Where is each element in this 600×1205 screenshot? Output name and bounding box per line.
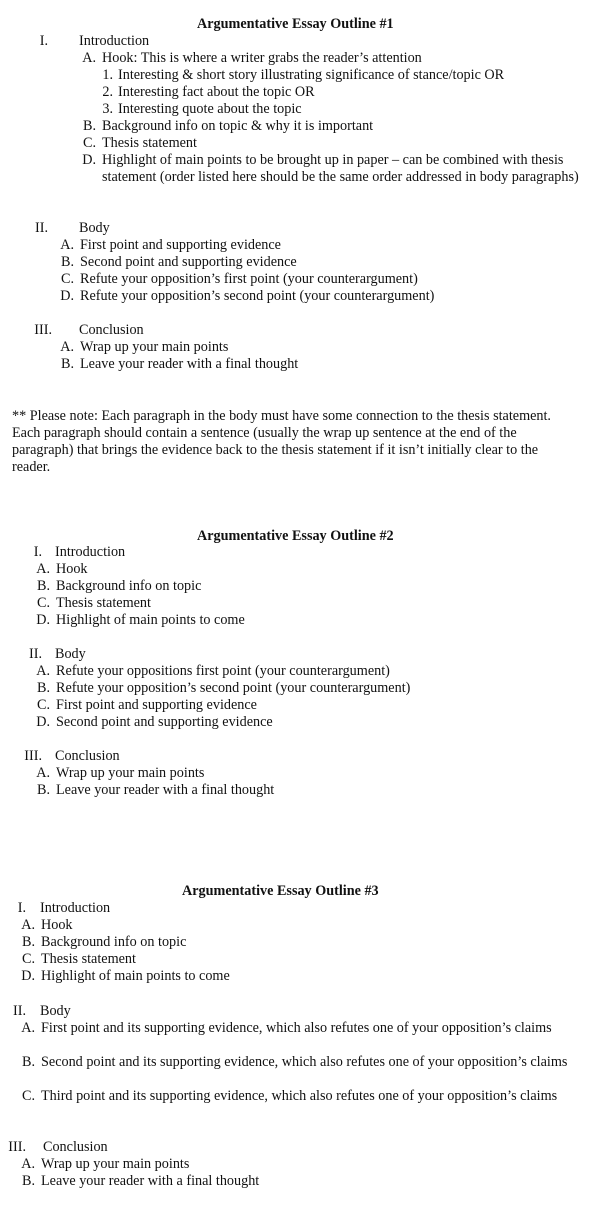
section-heading: Body (79, 220, 110, 236)
list-item: D. Refute your opposition’s second point (your counterargument) (60, 288, 435, 304)
outline-2-title: Argumentative Essay Outline #2 (197, 528, 394, 544)
list-item: A. Wrap up your main points (21, 1156, 190, 1172)
sub-item: 3. Interesting quote about the topic (102, 101, 302, 117)
list-item: A. Hook: This is where a writer grabs the reader’s attention (82, 50, 422, 66)
list-item: B. Background info on topic (21, 934, 187, 950)
list-item: A. Wrap up your main points (36, 765, 205, 781)
list-item: D. Highlight of main points to come (36, 612, 245, 628)
list-item: B. Leave your reader with a final thought (60, 356, 299, 372)
sub-item: 2. Interesting fact about the topic OR (102, 84, 315, 100)
list-item: B. Background info on topic & why it is important (82, 118, 374, 134)
list-item: D. Second point and supporting evidence (36, 714, 273, 730)
section-heading: Introduction (79, 33, 150, 49)
section-numeral: II. (35, 220, 48, 236)
section-heading: Body (40, 1003, 71, 1019)
section-numeral: II. (29, 646, 42, 662)
section-numeral: III. (24, 748, 42, 764)
section-heading: Introduction (55, 544, 126, 560)
list-item: D. Highlight of main points to be brought up in paper – can be combined with thesis statement (order listed here should be the same order addressed in body paragraphs) (82, 152, 579, 185)
section-heading: Conclusion (55, 748, 120, 764)
list-item: B. Background info on topic (36, 578, 202, 594)
section-numeral: I. (33, 544, 42, 560)
section-numeral: I. (17, 900, 26, 916)
section-heading: Conclusion (43, 1139, 108, 1155)
section-heading: Body (55, 646, 86, 662)
list-item: D. Highlight of main points to come (21, 968, 230, 984)
list-item: A. First point and its supporting evidence, which also refutes one of your opposition’s claims (21, 1020, 552, 1036)
section-numeral: I. (39, 33, 48, 49)
list-item: C. Third point and its supporting evidence, which also refutes one of your opposition’s claims (21, 1088, 558, 1104)
section-numeral: II. (13, 1003, 26, 1019)
sub-item: 1. Interesting & short story illustrating significance of stance/topic OR (102, 67, 505, 83)
list-item: B. Refute your opposition’s second point (your counterargument) (36, 680, 411, 696)
list-item: A. First point and supporting evidence (60, 237, 281, 253)
list-item: A. Hook (21, 917, 73, 933)
list-item: C. Refute your opposition’s first point (your counterargument) (60, 271, 418, 287)
section-numeral: III. (8, 1139, 26, 1155)
list-item: B. Leave your reader with a final thought (21, 1173, 260, 1189)
section-heading: Conclusion (79, 322, 144, 338)
note-paragraph: ** Please note: Each paragraph in the body must have some connection to the thesis statement. Each paragraph should contain a sentence (usually the wrap up sentence at the end of the paragraph) that brings the evidence back to the thesis statement if it isn’t initially clear to the reader. (12, 408, 551, 475)
list-item: A. Wrap up your main points (60, 339, 229, 355)
list-item: B. Second point and its supporting evidence, which also refutes one of your opposition’s claims (21, 1054, 568, 1070)
section-heading: Introduction (40, 900, 111, 916)
list-item: C. Thesis statement (21, 951, 136, 967)
list-item: B. Second point and supporting evidence (60, 254, 297, 270)
list-item: C. Thesis statement (82, 135, 197, 151)
list-item: A. Hook (36, 561, 88, 577)
list-item: B. Leave your reader with a final thought (36, 782, 275, 798)
list-item: C. First point and supporting evidence (36, 697, 257, 713)
list-item: A. Refute your oppositions first point (your counterargument) (36, 663, 390, 679)
list-item: C. Thesis statement (36, 595, 151, 611)
section-numeral: III. (34, 322, 52, 338)
outline-1-title: Argumentative Essay Outline #1 (197, 16, 394, 32)
outline-3-title: Argumentative Essay Outline #3 (182, 883, 379, 899)
